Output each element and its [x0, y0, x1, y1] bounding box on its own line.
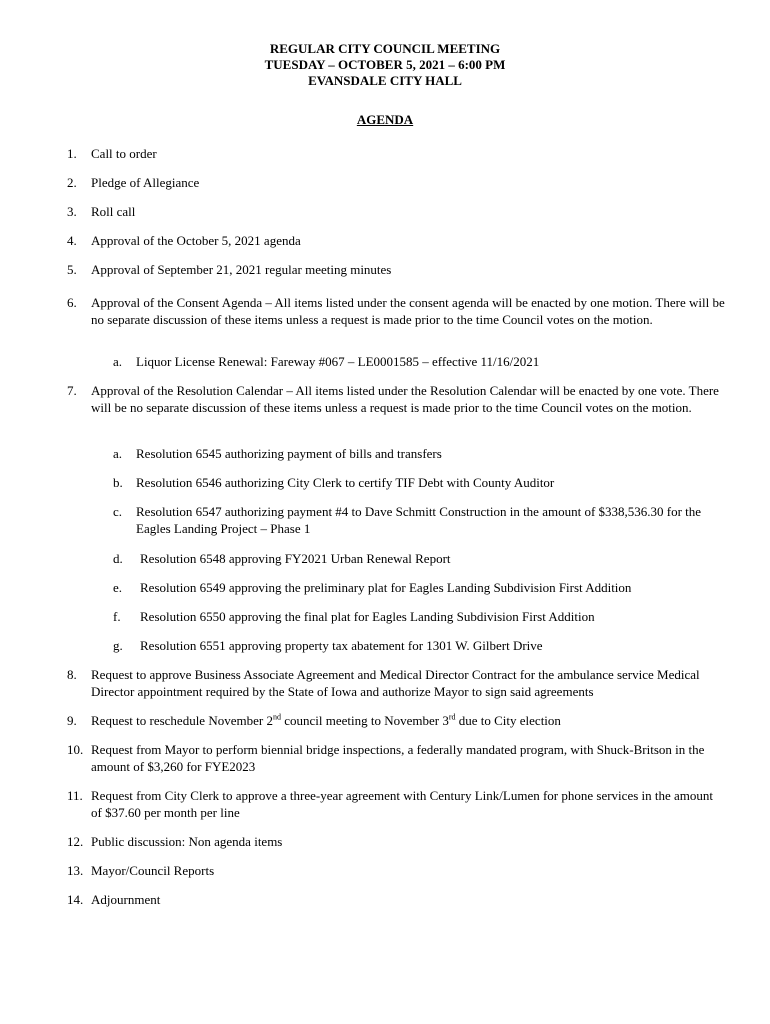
item-text: Approval of the Consent Agenda – All items listed under the consent agenda will be enacted by one motion. There will be no separate discussion of these items unless a request is made prior to the time Council votes on the motion. [91, 295, 725, 327]
item-number: 10. [67, 742, 84, 757]
item-text: Public discussion: Non agenda items [91, 834, 283, 849]
meeting-date: TUESDAY – OCTOBER 5, 2021 – 6:00 PM [264, 57, 506, 72]
item-number: 2. [67, 175, 77, 190]
agenda-item [67, 261, 727, 278]
item-text: Resolution 6549 approving the preliminary plat for Eagles Landing Subdivision First Addition [140, 580, 632, 595]
item-text: Approval of the October 5, 2021 agenda [91, 233, 301, 248]
item-text: Mayor/Council Reports [91, 863, 215, 878]
resolution-item [113, 474, 728, 491]
agenda-item [67, 294, 727, 328]
item-text: Resolution 6551 approving property tax abatement for 1301 W. Gilbert Drive [140, 638, 543, 653]
agenda-item [67, 862, 727, 879]
item-text: Resolution 6547 authorizing payment #4 to Dave Schmitt Construction in the amount of $338,536.30 for the Eagles Landing Project – Phase 1 [136, 504, 702, 536]
agenda-item [67, 741, 727, 775]
meeting-title: REGULAR CITY COUNCIL MEETING [269, 41, 501, 56]
item-number: 9. [67, 713, 77, 728]
item-text: Request from Mayor to perform biennial bridge inspections, a federally mandated program, with Shuck-Britson in the amount of $3,260 for FYE2023 [91, 742, 705, 774]
agenda-item [67, 382, 727, 416]
item-text: Resolution 6546 authorizing City Clerk to certify TIF Debt with County Auditor [136, 475, 555, 490]
item-text: Resolution 6548 approving FY2021 Urban Renewal Report [140, 551, 451, 566]
item-text: Resolution 6545 authorizing payment of bills and transfers [136, 446, 442, 461]
meeting-header [0, 41, 770, 89]
item-text: Call to order [91, 146, 157, 161]
resolution-item [113, 503, 728, 537]
resolution-item [113, 579, 728, 596]
item-letter: f. [113, 609, 121, 624]
item-number: 8. [67, 667, 77, 682]
resolution-item [113, 637, 728, 654]
item-letter: g. [113, 638, 123, 653]
item-text: Approval of the Resolution Calendar – All items listed under the Resolution Calendar will be enacted by one vote. There will be no separate discussion of these items unless a request is made prior to the time Council votes on the motion. [91, 383, 719, 415]
agenda-item [67, 712, 727, 729]
item-text: Request to approve Business Associate Agreement and Medical Director Contract for the ambulance service Medical Director appointment required by the State of Iowa and authorize Mayor to sign said agreements [91, 667, 700, 699]
resolution-item [113, 445, 728, 462]
item-number: 1. [67, 146, 77, 161]
item-text: Roll call [91, 204, 136, 219]
item-text: Adjournment [91, 892, 161, 907]
item-number: 7. [67, 383, 77, 398]
agenda-item [67, 666, 727, 700]
item-number: 6. [67, 295, 77, 310]
item-letter: d. [113, 551, 123, 566]
item-text: Resolution 6550 approving the final plat for Eagles Landing Subdivision First Addition [140, 609, 595, 624]
item-letter: a. [113, 354, 123, 369]
item-number: 4. [67, 233, 77, 248]
consent-item [113, 353, 728, 370]
agenda-item [67, 203, 727, 220]
item-text-part: council meeting to November 3 [280, 713, 449, 728]
item-letter: b. [113, 475, 123, 490]
item-letter: e. [113, 580, 123, 595]
item-number: 11. [67, 788, 83, 803]
ordinal-suffix: rd [448, 712, 456, 722]
item-number: 14. [67, 892, 84, 907]
agenda-heading: AGENDA [356, 112, 414, 127]
item-number: 3. [67, 204, 77, 219]
item-text-part: due to City election [455, 713, 561, 728]
item-text: Approval of September 21, 2021 regular meeting minutes [91, 262, 392, 277]
item-text-part: Request to reschedule November 2 [91, 713, 273, 728]
agenda-item [67, 891, 727, 908]
item-text: Request from City Clerk to approve a three-year agreement with Century Link/Lumen for phone services in the amount of $37.60 per month per line [91, 788, 714, 820]
resolution-item [113, 550, 728, 567]
item-letter: c. [113, 504, 123, 519]
item-number: 12. [67, 834, 84, 849]
resolution-item [113, 608, 728, 625]
agenda-item [67, 174, 727, 191]
agenda-item [67, 787, 727, 821]
agenda-item [67, 232, 727, 249]
item-number: 13. [67, 863, 84, 878]
item-text: Liquor License Renewal: Fareway #067 – LE0001585 – effective 11/16/2021 [136, 354, 540, 369]
ordinal-suffix: nd [272, 712, 281, 722]
item-text [91, 712, 727, 729]
item-letter: a. [113, 446, 123, 461]
meeting-location: EVANSDALE CITY HALL [308, 73, 462, 88]
agenda-item [67, 145, 727, 162]
item-number: 5. [67, 262, 77, 277]
item-text: Pledge of Allegiance [91, 175, 200, 190]
agenda-item [67, 833, 727, 850]
